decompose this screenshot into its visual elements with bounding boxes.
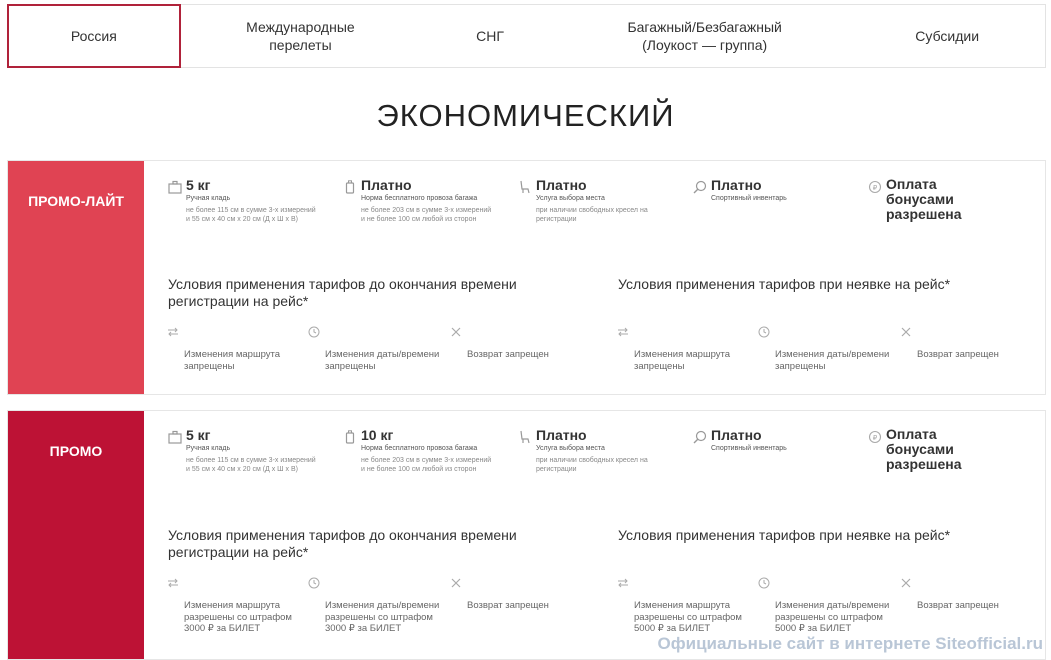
no-refund-icon [900,326,912,338]
tariff-card-promo-lite [7,160,1046,395]
feature-label: Спортивный инвентарь [711,445,787,452]
condition-text: Изменения маршрута запрещены [184,349,281,372]
briefcase-icon [168,430,182,444]
feature-detail: не более 115 см в сумме 3-х измерений и 55 см х 40 см х 20 см (Д х Ш х В) [186,207,316,223]
condition-date-change [775,577,889,635]
page-title: ЭКОНОМИЧЕСКИЙ [376,98,675,133]
luggage-icon [343,180,357,194]
clock-icon [308,577,320,589]
condition-date-change [325,326,439,372]
tariff-name: ПРОМО-ЛАЙТ [8,161,144,394]
feature-label: Ручная кладь [186,195,231,202]
feature-detail: не более 203 см в сумме 3-х измерений и не более 100 см любой из сторон [361,457,492,473]
condition-text: Возврат запрещен [917,600,999,611]
condition-text: Изменения маршрута разрешены со штрафом 3000 ₽ за БИЛЕТ [184,600,292,634]
no-refund-icon [450,577,462,589]
feature-detail: при наличии свободных кресел на регистрации [536,207,648,223]
feature-value: Платно [711,427,762,443]
feature-detail: не более 115 см в сумме 3-х измерений и 55 см х 40 см х 20 см (Д х Ш х В) [186,457,316,473]
no-refund-icon [900,577,912,589]
seat-icon [518,430,532,444]
feature-value: Оплата бонусами разрешена [886,426,962,472]
feature-value: Платно [536,177,587,193]
condition-refund [917,577,999,612]
condition-text: Изменения маршрута запрещены [634,349,731,372]
feature-detail: при наличии свободных кресел на регистрации [536,457,648,473]
conditions-noshow-title: Условия применения тарифов при неявке на рейс* [618,527,951,543]
tab-subsidies[interactable]: Субсидии [915,28,980,44]
svg-text:₽: ₽ [872,184,878,192]
feature-label: Норма бесплатного провоза багажа [361,195,478,202]
tab-international[interactable]: Международные перелеты [246,19,355,53]
condition-text: Возврат запрещен [917,349,999,360]
arrows-icon [167,577,179,589]
arrows-icon [617,577,629,589]
tab-cis[interactable]: СНГ [476,28,504,44]
condition-text: Возврат запрещен [467,600,549,611]
sport-icon [693,180,707,194]
tab-baggage-lowcost[interactable]: Багажный/Безбагажный (Лоукост — группа) [627,19,782,53]
feature-label: Услуга выбора места [536,195,605,202]
feature-detail: не более 203 см в сумме 3-х измерений и не более 100 см любой из сторон [361,207,492,223]
sport-icon [693,430,707,444]
no-refund-icon [450,326,462,338]
arrows-icon [617,326,629,338]
condition-text: Изменения даты/времени разрешены со штрафом 3000 ₽ за БИЛЕТ [325,600,440,634]
condition-text: Изменения даты/времени разрешены со штрафом 5000 ₽ за БИЛЕТ [775,600,890,634]
condition-text: Изменения даты/времени запрещены [775,349,890,372]
briefcase-icon [168,180,182,194]
condition-date-change [325,577,439,635]
condition-refund [917,326,999,361]
condition-text: Возврат запрещен [467,349,549,360]
condition-route-change [184,326,280,372]
feature-value: 5 кг [186,427,211,443]
feature-value: Платно [361,177,412,193]
feature-label: Спортивный инвентарь [711,195,787,202]
luggage-icon [343,430,357,444]
condition-refund [467,326,549,361]
tariff-region-tabs [7,4,1046,68]
condition-text: Изменения маршрута разрешены со штрафом 5000 ₽ за БИЛЕТ [634,600,742,634]
bonus-icon [868,430,882,444]
condition-route-change [634,326,730,372]
clock-icon [758,326,770,338]
clock-icon [308,326,320,338]
watermark: Официальные сайт в интернете Siteofficial.ru [657,634,1043,653]
feature-value: 10 кг [361,427,394,443]
condition-route-change [634,577,742,635]
condition-date-change [775,326,889,372]
clock-icon [758,577,770,589]
condition-route-change [184,577,292,635]
bonus-icon [868,180,882,194]
arrows-icon [167,326,179,338]
seat-icon [518,180,532,194]
condition-refund [467,577,549,612]
tariff-card-promo [7,410,1046,660]
tab-russia[interactable]: Россия [7,4,181,68]
condition-text: Изменения даты/времени запрещены [325,349,440,372]
feature-value: Оплата бонусами разрешена [886,176,962,222]
conditions-before-title: Условия применения тарифов до окончания времени регистрации на рейс* [168,527,517,560]
feature-value: 5 кг [186,177,211,193]
feature-label: Услуга выбора места [536,445,605,452]
feature-label: Норма бесплатного провоза багажа [361,445,478,452]
feature-value: Платно [536,427,587,443]
conditions-before-title: Условия применения тарифов до окончания времени регистрации на рейс* [168,276,517,309]
feature-value: Платно [711,177,762,193]
feature-label: Ручная кладь [186,445,231,452]
svg-text:₽: ₽ [872,434,878,442]
tariff-name: ПРОМО [8,411,144,659]
conditions-noshow-title: Условия применения тарифов при неявке на рейс* [618,276,951,292]
